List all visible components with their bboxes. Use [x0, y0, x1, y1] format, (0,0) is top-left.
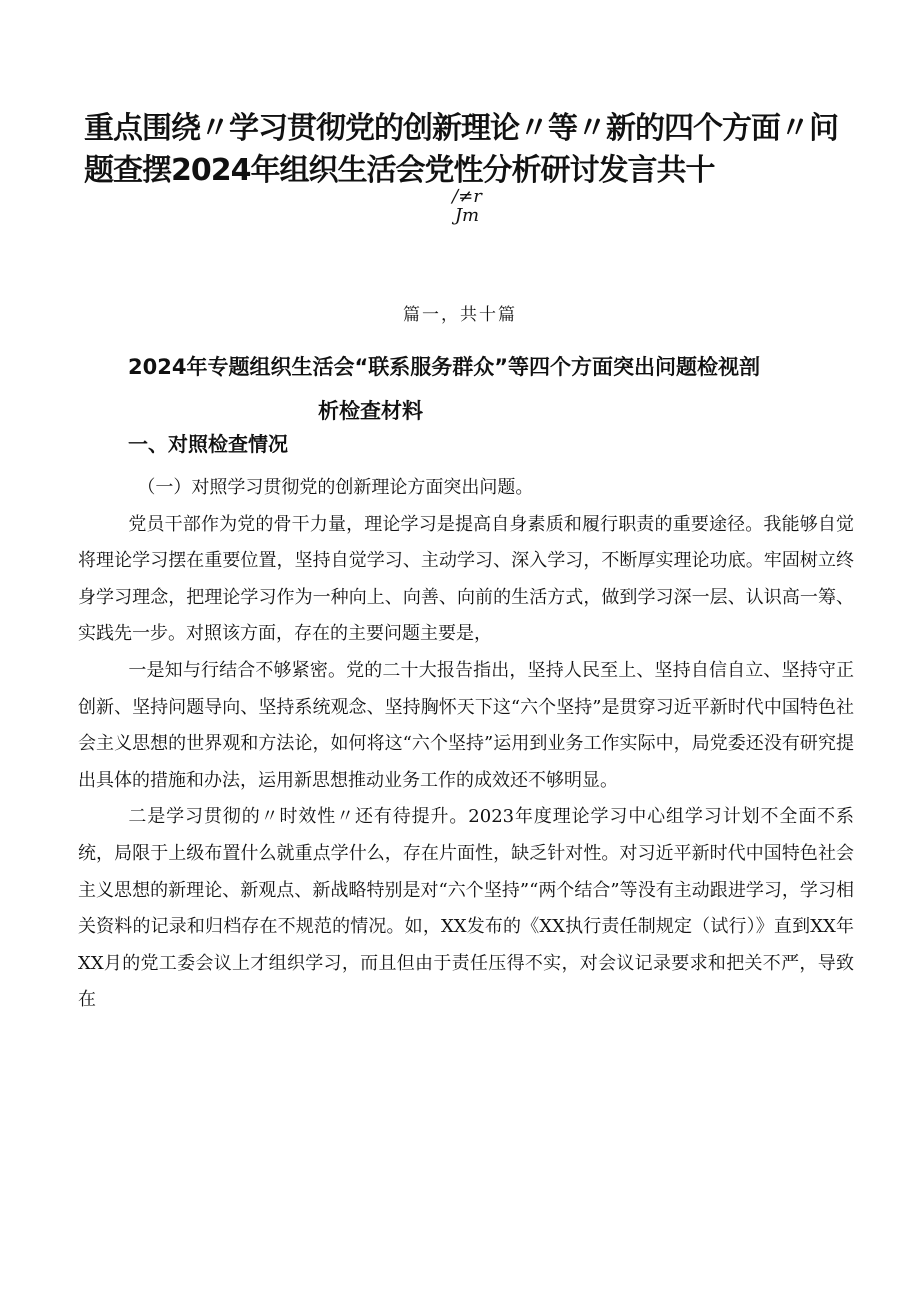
- subtitle-line2: 析检查材料: [318, 399, 423, 423]
- subsection-heading: （一）对照学习贯彻党的创新理论方面突出问题。: [137, 477, 534, 498]
- part-label: 篇一，共十篇: [403, 305, 517, 325]
- section-heading: 一、对照检查情况: [128, 432, 288, 456]
- title-fragment-line2: Jm: [454, 205, 480, 226]
- document-title: 重点围绕〃学习贯彻党的创新理论〃等〃新的四个方面〃问题查摆2024年组织生活会党性分析研讨发言共十: [84, 111, 838, 188]
- body-paragraph: 一是知与行结合不够紧密。党的二十大报告指出，坚持人民至上、坚持自信自立、坚持守正创新、坚持问题导向、坚持系统观念、坚持胸怀天下这“六个坚持”是贯穿习近平新时代中国特色社会主义思想的世界观和方法论，如何将这“六个坚持”运用到业务工作实际中，局党委还没有研究提出具体的措施和办法，运用新思想推动业务工作的成效还不够明显。: [78, 659, 854, 791]
- title-fragment: [432, 187, 502, 225]
- subtitle-line1: 2024年专题组织生活会“联系服务群众”等四个方面突出问题检视剖: [128, 355, 761, 379]
- body-paragraph: 党员干部作为党的骨干力量，理论学习是提高自身素质和履行职责的重要途径。我能够自觉将理论学习摆在重要位置，坚持自觉学习、主动学习、深入学习，不断厚实理论功底。牢固树立终身学习理念，把理论学习作为一种向上、向善、向前的生活方式，做到学习深一层、认识高一筹、实践先一步。对照该方面，存在的主要问题主要是，: [78, 513, 854, 645]
- body-paragraph: 二是学习贯彻的〃时效性〃还有待提升。2023年度理论学习中心组学习计划不全面不系统，局限于上级布置什么就重点学什么，存在片面性，缺乏针对性。对习近平新时代中国特色社会主义思想的新理论、新观点、新战略特别是对“六个坚持”“两个结合”等没有主动跟进学习，学习相关资料的记录和归档存在不规范的情况。如，XX发布的《XX执行责任制规定（试行）》直到XX年XX月的党工委会议上才组织学习，而且但由于责任压得不实，对会议记录要求和把关不严，导致在: [78, 806, 854, 1011]
- document-body: [78, 470, 854, 1019]
- title-fragment-line1: ∕≠r: [452, 186, 482, 207]
- subtitle: [128, 345, 848, 433]
